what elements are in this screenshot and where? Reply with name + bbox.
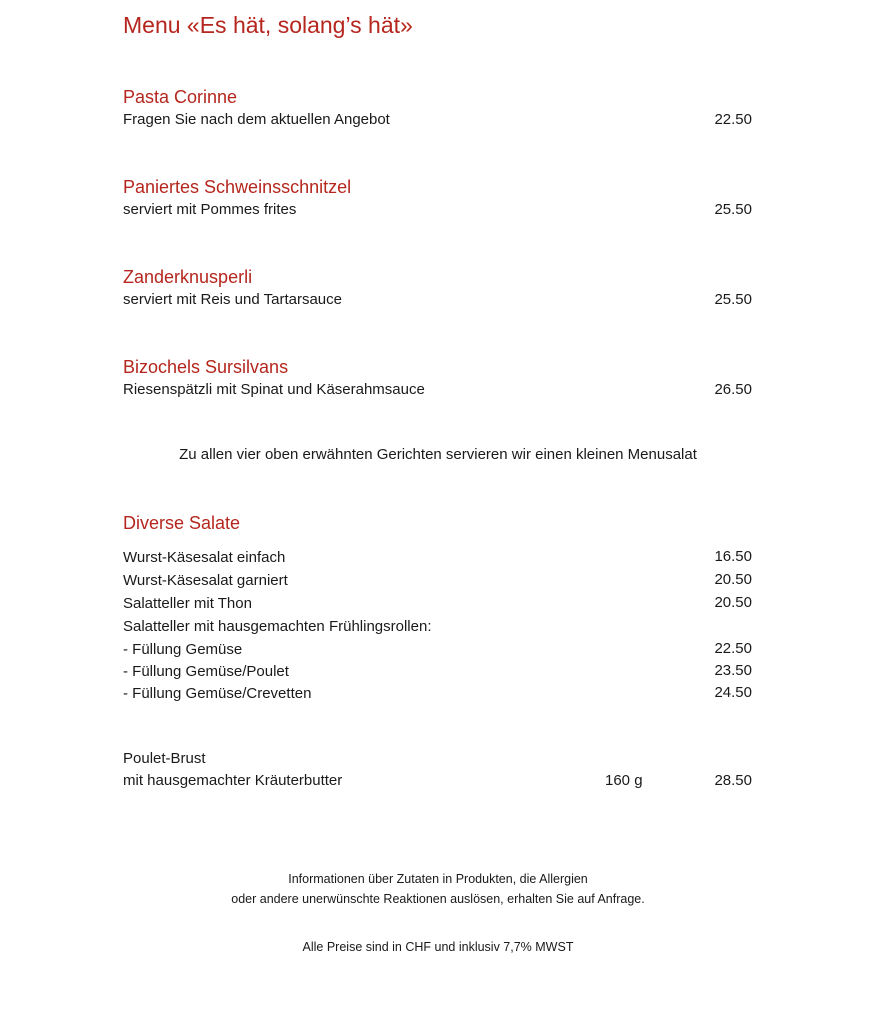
prices-note: Alle Preise sind in CHF und inklusiv 7,7% MWST	[302, 940, 574, 954]
poulet-weight: 160 g	[605, 772, 643, 789]
poulet-description: mit hausgemachter Kräuterbutter	[123, 772, 343, 789]
salad-label: - Füllung Gemüse/Crevetten	[123, 685, 312, 702]
dish-name: Bizochels Sursilvans	[123, 357, 289, 377]
salad-label: Wurst-Käsesalat garniert	[123, 572, 288, 589]
salad-price: 16.50	[714, 548, 752, 565]
dish-price: 25.50	[714, 291, 752, 308]
salad-price: 23.50	[714, 662, 752, 679]
dish-description: serviert mit Pommes frites	[123, 201, 297, 218]
list-item	[123, 683, 752, 705]
list-item	[123, 639, 752, 661]
salad-label: - Füllung Gemüse	[123, 641, 243, 658]
allergy-info-line-2: oder andere unerwünschte Reaktionen auslösen, erhalten Sie auf Anfrage.	[231, 892, 645, 906]
salad-price: 20.50	[714, 594, 752, 611]
list-item	[123, 570, 752, 592]
list-item	[123, 593, 752, 615]
allergy-info-line-1: Informationen über Zutaten in Produkten, die Allergien	[288, 872, 588, 886]
dish-price: 22.50	[714, 111, 752, 128]
salad-price: 20.50	[714, 571, 752, 588]
dish-description: serviert mit Reis und Tartarsauce	[123, 291, 342, 308]
salad-label: Salatteller mit hausgemachten Frühlingsrollen:	[123, 618, 432, 635]
salad-price: 24.50	[714, 684, 752, 701]
list-item	[123, 661, 752, 683]
list-item	[123, 547, 752, 569]
salad-label: Wurst-Käsesalat einfach	[123, 549, 286, 566]
menu-salad-note: Zu allen vier oben erwähnten Gerichten servieren wir einen kleinen Menusalat	[179, 446, 697, 463]
dish-name: Zanderknusperli	[123, 267, 253, 287]
poulet-name: Poulet-Brust	[123, 750, 206, 767]
salad-price: 22.50	[714, 640, 752, 657]
salad-label: - Füllung Gemüse/Poulet	[123, 663, 289, 680]
menu-title: Menu «Es hät, solang’s hät»	[123, 12, 413, 38]
dish-description: Riesenspätzli mit Spinat und Käserahmsauce	[123, 381, 425, 398]
poulet-price: 28.50	[714, 772, 752, 789]
salad-label: Salatteller mit Thon	[123, 595, 252, 612]
list-item	[123, 616, 752, 638]
section-title-salads: Diverse Salate	[123, 513, 241, 533]
dish-description: Fragen Sie nach dem aktuellen Angebot	[123, 111, 390, 128]
dish-price: 26.50	[714, 381, 752, 398]
dish-price: 25.50	[714, 201, 752, 218]
dish-name: Paniertes Schweinsschnitzel	[123, 177, 352, 197]
dish-name: Pasta Corinne	[123, 87, 238, 107]
